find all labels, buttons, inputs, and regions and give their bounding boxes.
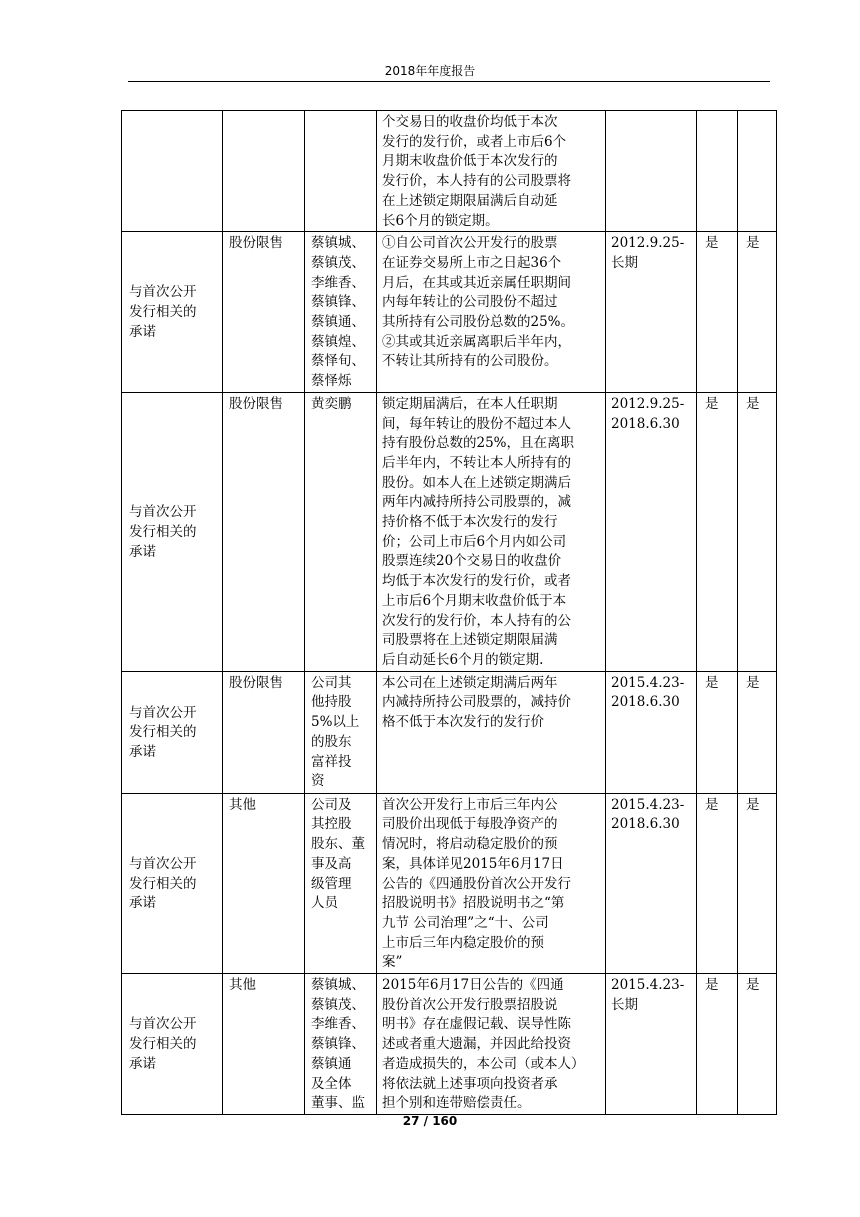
strictly-performed-cell: 是 bbox=[738, 793, 777, 973]
commitment-content-cell: 锁定期届满后，在本人任职期 间，每年转让的股份不超过本人 持有股份总数的25%，且在离职 后半年内，不转让本人所持有的 股份。如本人在上述锁定期满后 两年内减持所持公司股票的，减 持价格不低于本次发行的发行 价；公司上市后6个月内如公司 股票连续20个交易日的收盘价 均低于本次发行的发行价，或者 上市后6个月期末收盘价低于本 次发行的发行价，本人持有的公 司股票将在上述锁定期限届满 后自动延长6个月的锁定期. bbox=[377, 392, 606, 671]
table-row bbox=[122, 793, 777, 973]
commitment-type-cell: 与首次公开 发行相关的 承诺 bbox=[122, 232, 223, 393]
commitments-table bbox=[121, 110, 777, 1115]
commitment-type-cell bbox=[122, 111, 223, 232]
commitment-period-cell: 2015.4.23- 2018.6.30 bbox=[606, 671, 697, 793]
commitment-kind-cell: 其他 bbox=[223, 793, 305, 973]
table-row bbox=[122, 974, 777, 1115]
table-row bbox=[122, 671, 777, 793]
commitment-period-cell bbox=[606, 111, 697, 232]
commitment-content-cell: 首次公开发行上市后三年内公 司股价出现低于每股净资产的 情况时，将启动稳定股价的预 案，具体详见2015年6月17日 公告的《四通股份首次公开发行 招股说明书》招股说明书之“第 九节 公司治理”之“十、公司 上市后三年内稳定股价的预 案” bbox=[377, 793, 606, 973]
strictly-performed-cell bbox=[738, 111, 777, 232]
commitment-content-cell: 本公司在上述锁定期满后两年 内减持所持公司股票的，减持价 格不低于本次发行的发行价 bbox=[377, 671, 606, 793]
strictly-performed-cell: 是 bbox=[738, 232, 777, 393]
header-divider bbox=[128, 81, 770, 82]
commitment-period-cell: 2012.9.25- 2018.6.30 bbox=[606, 392, 697, 671]
strictly-performed-cell: 是 bbox=[738, 671, 777, 793]
commitment-content-cell: 个交易日的收盘价均低于本次 发行的发行价，或者上市后6个 月期末收盘价低于本次发行的 发行价，本人持有的公司股票将 在上述锁定期限届满后自动延 长6个月的锁定期。 bbox=[377, 111, 606, 232]
commitment-type-cell: 与首次公开 发行相关的 承诺 bbox=[122, 671, 223, 793]
timely-performed-cell: 是 bbox=[697, 232, 738, 393]
timely-performed-cell bbox=[697, 111, 738, 232]
commitment-type-cell: 与首次公开 发行相关的 承诺 bbox=[122, 974, 223, 1115]
commitment-period-cell: 2015.4.23- 2018.6.30 bbox=[606, 793, 697, 973]
commitment-content-cell: ①自公司首次公开发行的股票 在证券交易所上市之日起36个 月后，在其或其近亲属任职期间 内每年转让的公司股份不超过 其所持有公司股份总数的25%。 ②其或其近亲属离职后半年内， 不转让其所持有的公司股份。 bbox=[377, 232, 606, 393]
strictly-performed-cell: 是 bbox=[738, 974, 777, 1115]
timely-performed-cell: 是 bbox=[697, 793, 738, 973]
commitment-party-cell: 黄奕鹏 bbox=[305, 392, 377, 671]
commitment-kind-cell: 其他 bbox=[223, 974, 305, 1115]
commitment-type-cell: 与首次公开 发行相关的 承诺 bbox=[122, 392, 223, 671]
commitment-kind-cell: 股份限售 bbox=[223, 392, 305, 671]
commitment-type-cell: 与首次公开 发行相关的 承诺 bbox=[122, 793, 223, 973]
commitment-period-cell: 2012.9.25- 长期 bbox=[606, 232, 697, 393]
timely-performed-cell: 是 bbox=[697, 974, 738, 1115]
commitment-kind-cell bbox=[223, 111, 305, 232]
commitment-kind-cell: 股份限售 bbox=[223, 232, 305, 393]
page-number: 27 / 160 bbox=[402, 1114, 458, 1128]
commitment-content-cell: 2015年6月17日公告的《四通 股份首次公开发行股票招股说 明书》存在虚假记载、误导性陈 述或者重大遗漏，并因此给投资 者造成损失的，本公司（或本人） 将依法就上述事项向投资者承 担个别和连带赔偿责任。 bbox=[377, 974, 606, 1115]
commitment-period-cell: 2015.4.23- 长期 bbox=[606, 974, 697, 1115]
table-row bbox=[122, 232, 777, 393]
commitment-party-cell: 公司其 他持股 5%以上 的股东 富祥投 资 bbox=[305, 671, 377, 793]
commitment-party-cell: 蔡镇城、 蔡镇茂、 李维香、 蔡镇锋、 蔡镇通、 蔡镇煌、 蔡怿旬、 蔡怿烁 bbox=[305, 232, 377, 393]
commitment-party-cell: 蔡镇城、 蔡镇茂、 李维香、 蔡镇锋、 蔡镇通 及全体 董事、监 bbox=[305, 974, 377, 1115]
strictly-performed-cell: 是 bbox=[738, 392, 777, 671]
report-header-title: 2018年年度报告 bbox=[384, 64, 476, 78]
timely-performed-cell: 是 bbox=[697, 671, 738, 793]
timely-performed-cell: 是 bbox=[697, 392, 738, 671]
table-row bbox=[122, 392, 777, 671]
commitment-party-cell: 公司及 其控股 股东、董 事及高 级管理 人员 bbox=[305, 793, 377, 973]
commitment-kind-cell: 股份限售 bbox=[223, 671, 305, 793]
commitment-party-cell bbox=[305, 111, 377, 232]
table-row bbox=[122, 111, 777, 232]
